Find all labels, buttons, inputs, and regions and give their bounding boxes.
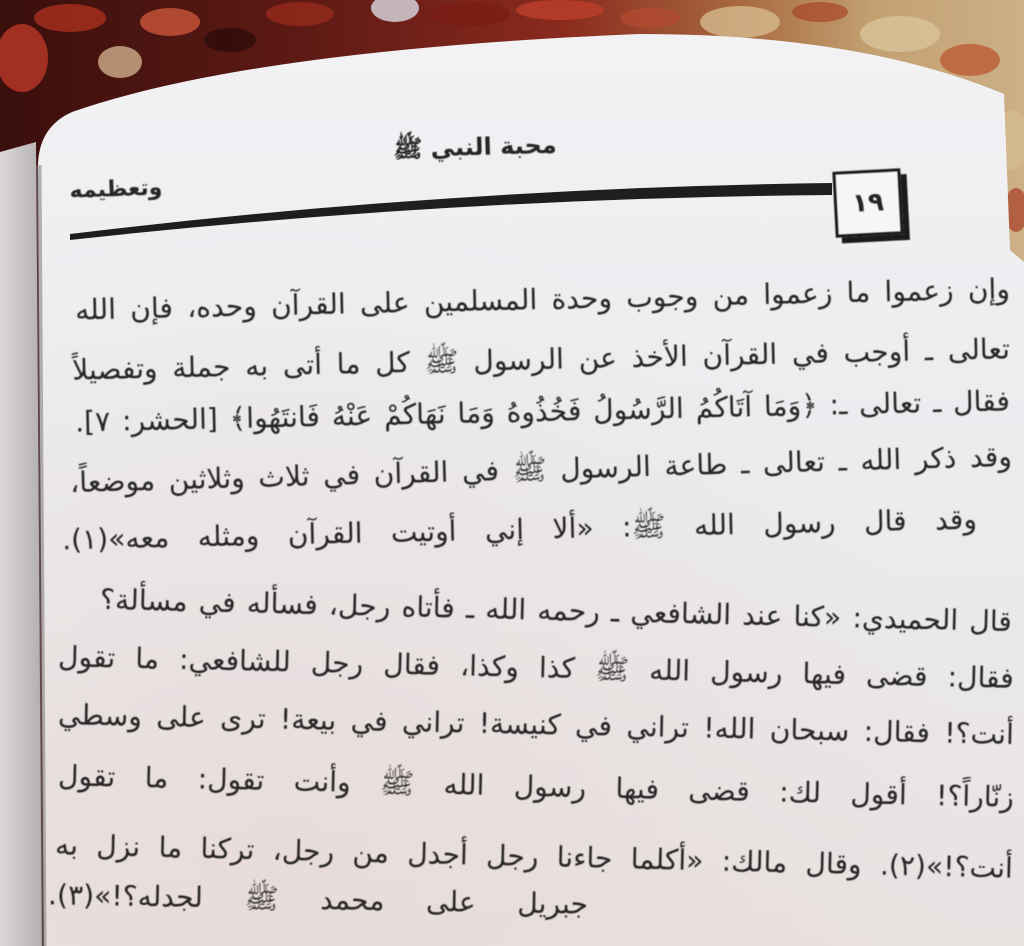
text-line: وقد ذكر الله ـ تعالى ـ طاعة الرسول ﷺ في القرآن في ثلاث وثلاثين موضعاً، — [69, 439, 1013, 500]
text-line: تعالى ـ أوجب في القرآن الأخذ عن الرسول ﷺ كل ما أتى به جملة وتفصيلاً — [71, 332, 1011, 387]
text-line: فقال: قضى فيها رسول الله ﷺ كذا وكذا، فقال رجل للشافعي: ما تقول — [57, 640, 1015, 695]
text-line: وإن زعموا ما زعموا من وجوب وحدة المسلمين على القرآن وحده، فإن الله — [74, 272, 1011, 327]
text-line: وقد قال رسول الله ﷺ: «ألا إني أوتيت القرآن ومثله معه»(١). — [61, 502, 978, 557]
text-line-quran-citation: فقال ـ تعالى ـ: ﴿وَمَا آتَاكُمُ الرَّسُولُ فَخُذُوهُ وَمَا نَهَاكُمْ عَنْهُ فَانتَهُوا﴾ [الحشر: ٧]. — [74, 384, 1011, 439]
running-title: محبة النبي ﷺ — [392, 130, 558, 164]
running-title-continuation: وتعظيمه — [69, 175, 163, 204]
page-number: ١٩ — [851, 187, 885, 219]
text-line: أنت؟!»(٢). وقال مالك: «أكلما جاءنا رجل أجدل من رجل، تركنا ما نزل به — [54, 828, 1014, 885]
text-line-last: جبريل على محمد ﷺ لجدله؟!»(٣). — [47, 878, 589, 921]
text-line: زنّاراً؟! أقول لك: قضى فيها رسول الله ﷺ وأنت تقول: ما تقول — [57, 759, 1015, 814]
text-line: أنت؟! فقال: سبحان الله! تراني في كنيسة! تراني في بيعة! ترى على وسطي — [57, 697, 1015, 752]
page-number-box — [832, 168, 903, 237]
text-line: قال الحميدي: «كنا عند الشافعي ـ رحمه الله ـ فأتاه رجل، فسأله في مسألة؟ — [99, 582, 1013, 639]
